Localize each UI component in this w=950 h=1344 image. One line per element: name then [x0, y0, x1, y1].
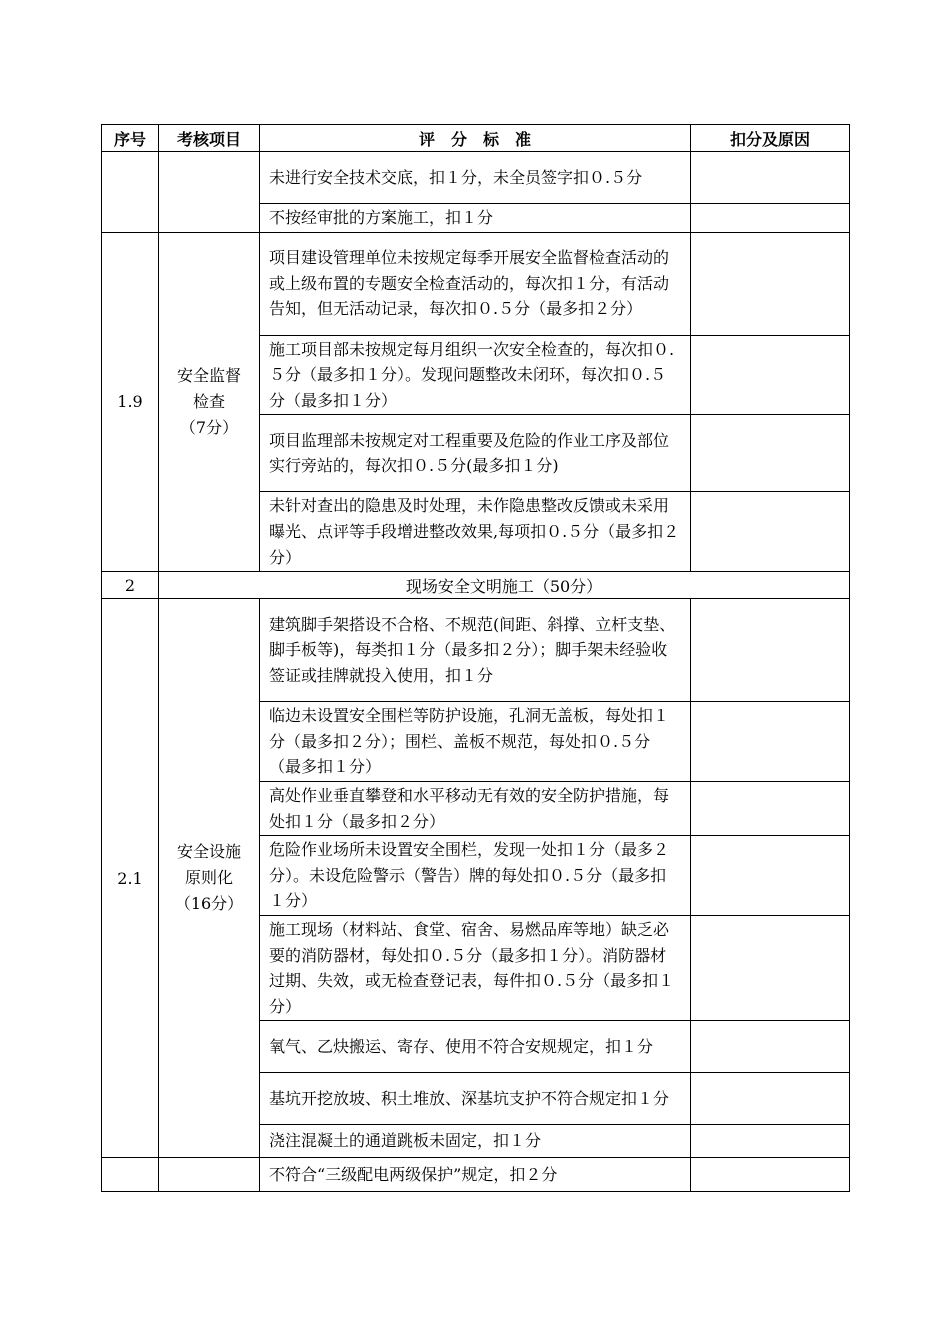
item-cell [159, 599, 260, 1158]
item-cell-empty [159, 152, 260, 233]
header-item: 考核项目 [159, 125, 260, 152]
section-number: 2 [102, 572, 159, 599]
deduction-cell[interactable] [691, 204, 850, 233]
header-criteria: 评 分 标 准 [260, 125, 691, 152]
header-deduction: 扣分及原因 [691, 125, 850, 152]
section-title: 现场安全文明施工（50分） [159, 572, 850, 599]
deduction-cell[interactable] [691, 1158, 850, 1192]
scoring-table-container [101, 124, 849, 1192]
deduction-cell[interactable] [691, 415, 850, 492]
deduction-cell[interactable] [691, 836, 850, 916]
scoring-table [101, 124, 850, 1192]
table-row [102, 1158, 850, 1192]
deduction-cell[interactable] [691, 599, 850, 702]
item-line: 安全监督 [176, 365, 241, 385]
criteria-cell: 施工项目部未按规定每月组织一次安全检查的，每次扣０.５分（最多扣１分）。发现问题整改未闭环，每次扣０.５分（最多扣１分） [260, 335, 691, 415]
deduction-cell[interactable] [691, 492, 850, 572]
item-line: 安全设施 [176, 842, 241, 862]
table-row [102, 232, 850, 335]
item-cell-empty [159, 1158, 260, 1192]
criteria-cell: 不符合“三级配电两级保护”规定，扣２分 [260, 1158, 691, 1192]
deduction-cell[interactable] [691, 915, 850, 1020]
criteria-cell: 不按经审批的方案施工，扣１分 [260, 204, 691, 233]
deduction-cell[interactable] [691, 781, 850, 835]
deduction-cell[interactable] [691, 1073, 850, 1125]
criteria-cell: 基坑开挖放坡、积土堆放、深基坑支护不符合规定扣１分 [260, 1073, 691, 1125]
header-row [102, 125, 850, 152]
criteria-cell: 高处作业垂直攀登和水平移动无有效的安全防护措施，每处扣１分（最多扣２分） [260, 781, 691, 835]
seq-cell-empty [102, 1158, 159, 1192]
criteria-cell: 临边未设置安全围栏等防护设施，孔洞无盖板，每处扣１分（最多扣２分）；围栏、盖板不规范，每处扣０.５分（最多扣１分） [260, 702, 691, 782]
criteria-cell: 未进行安全技术交底，扣１分，未全员签字扣０.５分 [260, 152, 691, 204]
item-cell [159, 232, 260, 572]
criteria-cell: 施工现场（材料站、食堂、宿舍、易燃品库等地）缺乏必要的消防器材，每处扣０.５分（最多扣１分）。消防器材过期、失效，或无检查登记表，每件扣０.５分（最多扣１分） [260, 915, 691, 1020]
seq-cell: 2.1 [102, 599, 159, 1158]
table-row [102, 599, 850, 702]
item-line: 检查 [192, 391, 225, 411]
deduction-cell[interactable] [691, 1021, 850, 1073]
criteria-cell: 危险作业场所未设置安全围栏，发现一处扣１分（最多２分）。未设危险警示（警告）牌的每处扣０.５分（最多扣１分） [260, 836, 691, 916]
criteria-cell: 项目监理部未按规定对工程重要及危险的作业工序及部位实行旁站的，每次扣０.５分(最多扣１分) [260, 415, 691, 492]
deduction-cell[interactable] [691, 335, 850, 415]
deduction-cell[interactable] [691, 152, 850, 204]
criteria-cell: 建筑脚手架搭设不合格、不规范(间距、斜撑、立杆支垫、脚手板等)，每类扣１分（最多扣２分）；脚手架未经验收签证或挂牌就投入使用，扣１分 [260, 599, 691, 702]
deduction-cell[interactable] [691, 232, 850, 335]
deduction-cell[interactable] [691, 1125, 850, 1158]
section-row [102, 572, 850, 599]
criteria-cell: 项目建设管理单位未按规定每季开展安全监督检查活动的或上级布置的专题安全检查活动的，每次扣１分，有活动告知，但无活动记录，每次扣０.５分（最多扣２分） [260, 232, 691, 335]
header-seq: 序号 [102, 125, 159, 152]
item-line: 原则化 [184, 868, 233, 888]
criteria-cell: 浇注混凝土的通道跳板未固定，扣１分 [260, 1125, 691, 1158]
seq-cell: 1.9 [102, 232, 159, 572]
criteria-cell: 未针对查出的隐患及时处理，未作隐患整改反馈或未采用曝光、点评等手段增进整改效果,每项扣０.５分（最多扣２分） [260, 492, 691, 572]
item-line: （16分） [174, 894, 244, 914]
seq-cell-empty [102, 152, 159, 233]
criteria-cell: 氧气、乙炔搬运、寄存、使用不符合安规规定，扣１分 [260, 1021, 691, 1073]
deduction-cell[interactable] [691, 702, 850, 782]
item-line: （7分） [179, 417, 239, 437]
table-row [102, 152, 850, 204]
